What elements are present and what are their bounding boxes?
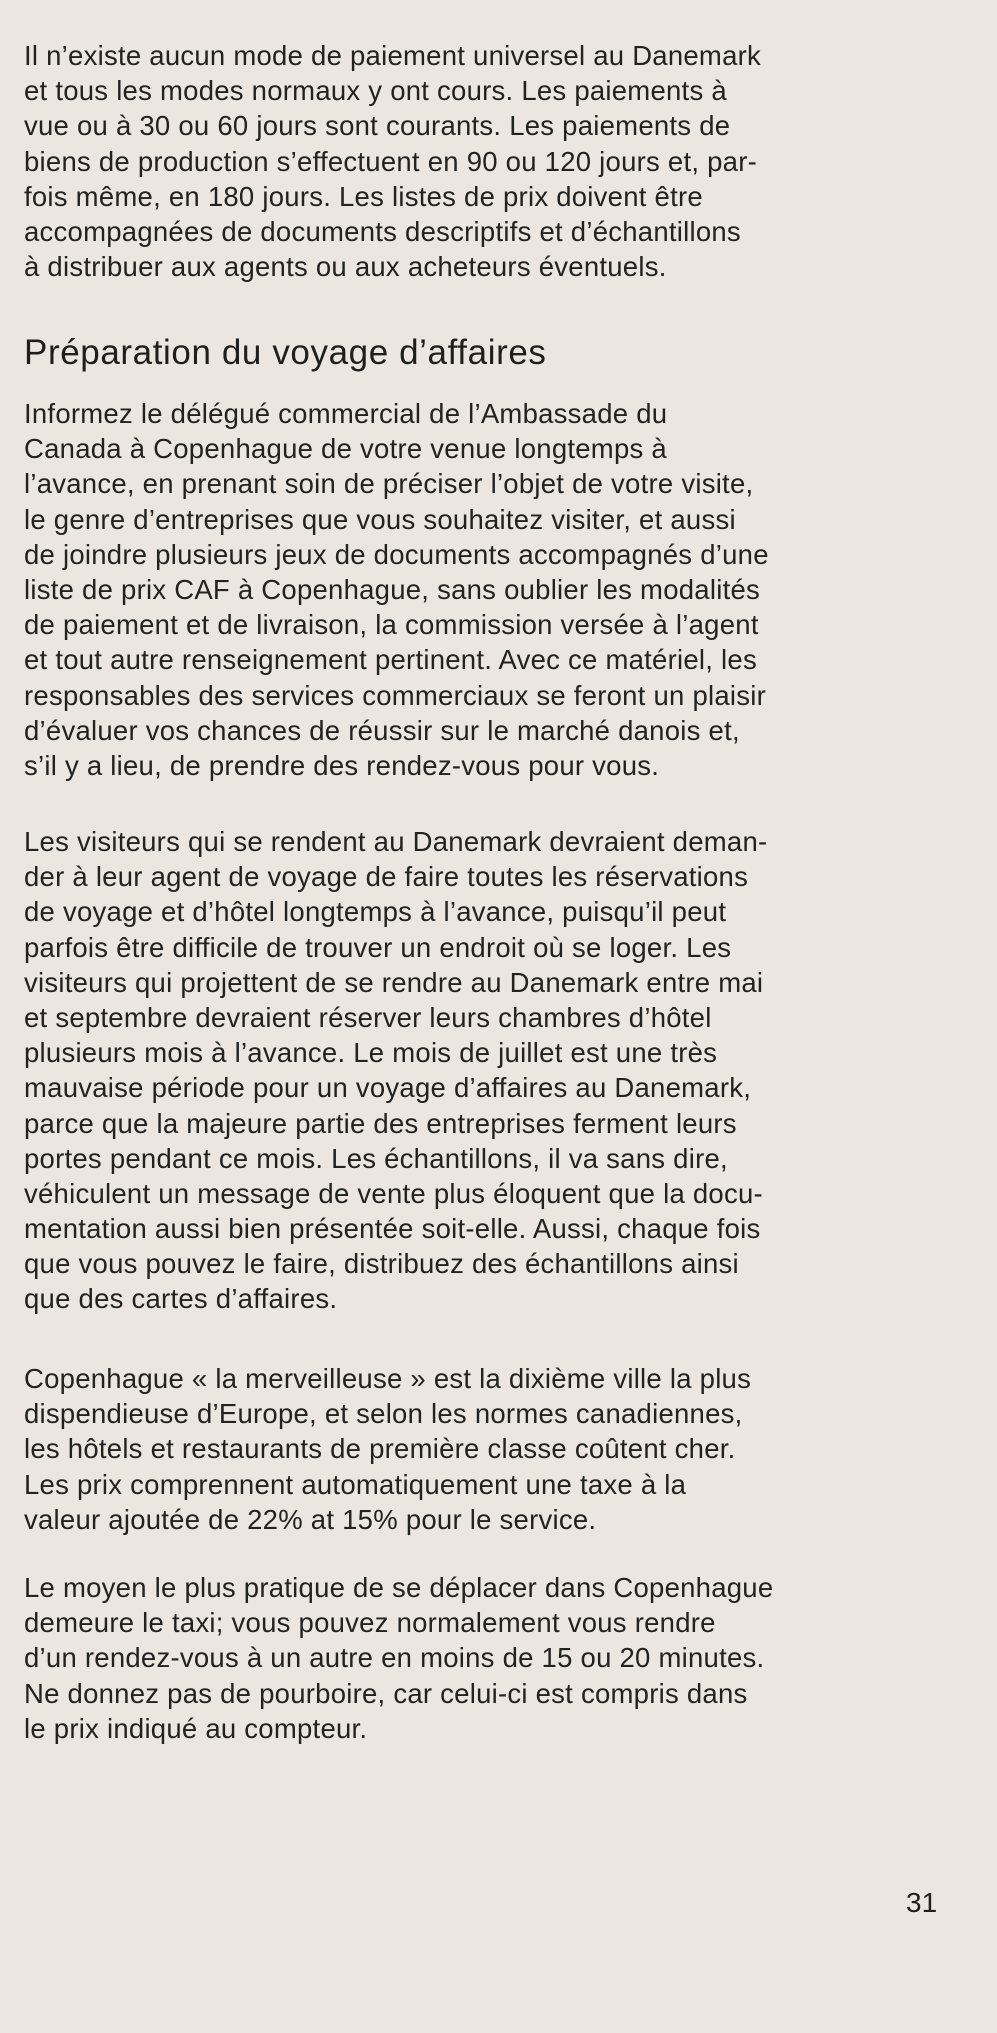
text-line: Le moyen le plus pratique de se déplacer dans Copenhague (24, 1572, 774, 1603)
text-line: accompagnées de documents descriptifs et d’échantillons (24, 215, 741, 247)
text-line: et tout autre renseignement pertinent. Avec ce matériel, les (24, 644, 757, 676)
text-line: d’évaluer vos chances de réussir sur le marché danois et, (24, 714, 740, 746)
text-line: de joindre plusieurs jeux de documents accompagnés d’une (24, 538, 769, 570)
text-line: le genre d’entreprises que vous souhaitez visiter, et aussi (24, 503, 736, 535)
text-line: fois même, en 180 jours. Les listes de prix doivent être (24, 180, 703, 212)
text-line: Les prix comprennent automatiquement une taxe à la (24, 1468, 687, 1500)
text-line: les hôtels et restaurants de première classe coûtent cher. (24, 1433, 736, 1465)
text-line: biens de production s’effectuent en 90 ou 120 jours et, par- (24, 145, 758, 177)
text-line: de voyage et d’hôtel longtemps à l’avance, puisqu’il peut (24, 896, 727, 928)
text-line: et septembre devraient réserver leurs chambres d’hôtel (24, 1001, 712, 1033)
paragraph-copenhagen (24, 1361, 954, 1537)
text-line: demeure le taxi; vous pouvez normalement vous rendre (24, 1607, 716, 1639)
text-line: Canada à Copenhague de votre venue longtemps à (24, 433, 667, 465)
text-line: der à leur agent de voyage de faire toutes les réservations (24, 861, 749, 893)
text-line: parce que la majeure partie des entreprises ferment leurs (24, 1107, 737, 1139)
text-line: mentation aussi bien présentée soit-elle. Aussi, chaque fois (24, 1213, 761, 1245)
paragraph-payment (24, 38, 954, 284)
text-line: vue ou à 30 ou 60 jours sont courants. Les paiements de (24, 110, 731, 142)
text-line: d’un rendez-vous à un autre en moins de 15 ou 20 minutes. (24, 1642, 765, 1674)
paragraph-inform (24, 396, 954, 783)
paragraph-visitors (24, 824, 954, 1317)
text-line: véhiculent un message de vente plus éloquent que la docu- (24, 1177, 763, 1209)
text-line: Copenhague « la merveilleuse » est la dixième ville la plus (24, 1363, 752, 1394)
text-line: Il n’existe aucun mode de paiement universel au Danemark (24, 40, 762, 71)
text-line: de paiement et de livraison, la commission versée à l’agent (24, 609, 759, 641)
text-line: valeur ajoutée de 22% at 15% pour le service. (24, 1503, 597, 1535)
text-line: Les visiteurs qui se rendent au Danemark devraient deman- (24, 826, 768, 857)
text-line: portes pendant ce mois. Les échantillons, il va sans dire, (24, 1142, 728, 1174)
text-line: que des cartes d’affaires. (24, 1283, 338, 1315)
text-line: que vous pouvez le faire, distribuez des échantillons ainsi (24, 1248, 739, 1280)
text-line: Ne donnez pas de pourboire, car celui-ci est compris dans (24, 1677, 748, 1709)
text-line: l’avance, en prenant soin de préciser l’objet de votre visite, (24, 468, 754, 500)
text-line: dispendieuse d’Europe, et selon les normes canadiennes, (24, 1398, 743, 1430)
page-number: 31 (906, 1887, 938, 1918)
paragraph-taxi (24, 1570, 954, 1746)
text-line: s’il y a lieu, de prendre des rendez-vous pour vous. (24, 749, 660, 781)
text-line: visiteurs qui projettent de se rendre au Danemark entre mai (24, 966, 764, 998)
section-heading: Préparation du voyage d’affaires (24, 333, 547, 372)
text-line: parfois être difficile de trouver un endroit où se loger. Les (24, 931, 732, 963)
text-line: responsables des services commerciaux se feront un plaisir (24, 679, 767, 711)
text-line: mauvaise période pour un voyage d’affaires au Danemark, (24, 1072, 752, 1104)
text-line: le prix indiqué au compteur. (24, 1712, 368, 1744)
text-line: à distribuer aux agents ou aux acheteurs éventuels. (24, 251, 667, 283)
text-line: Informez le délégué commercial de l’Ambassade du (24, 398, 668, 429)
text-line: et tous les modes normaux y ont cours. Les paiements à (24, 75, 727, 107)
text-line: liste de prix CAF à Copenhague, sans oublier les modalités (24, 573, 760, 605)
text-line: plusieurs mois à l’avance. Le mois de juillet est une très (24, 1037, 718, 1069)
